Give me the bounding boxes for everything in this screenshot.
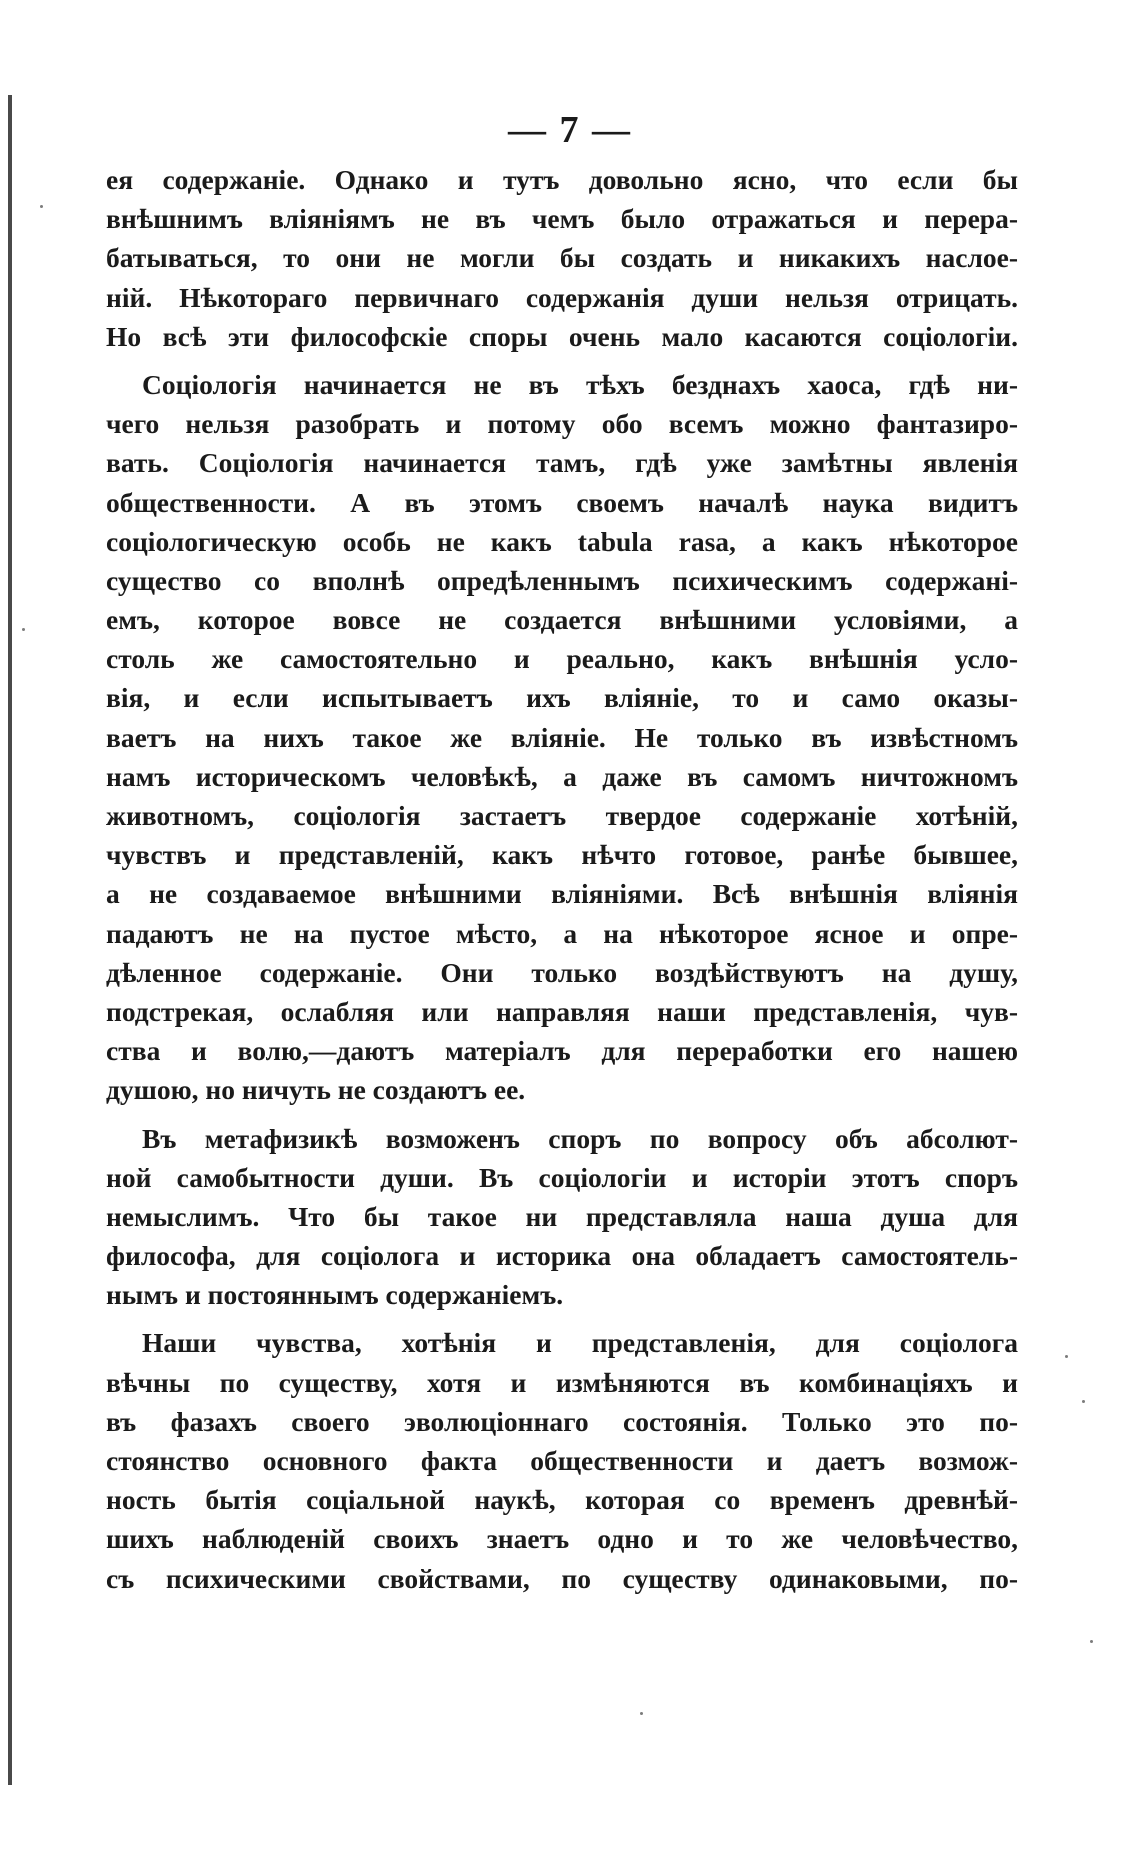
text-line: Соціологія начинается не въ тѣхъ безднахъ хаоса, гдѣ ни- bbox=[142, 368, 1018, 400]
text-line: дѣленное содержаніе. Они только воздѣйствуютъ на душу, bbox=[106, 956, 1018, 988]
paragraph bbox=[106, 365, 1018, 1110]
text-line: Въ метафизикѣ возможенъ споръ по вопросу объ абсолют- bbox=[142, 1122, 1018, 1154]
scan-speck bbox=[640, 1712, 643, 1715]
text-line: немыслимъ. Что бы такое ни представляла наша душа для bbox=[106, 1200, 1018, 1232]
text-line: общественности. А въ этомъ своемъ началѣ наука видитъ bbox=[106, 486, 1018, 518]
text-line: ства и волю,—даютъ матеріалъ для переработки его нашею bbox=[106, 1035, 1018, 1067]
text-line: вѣчны по существу, хотя и измѣняются въ комбинаціяхъ и bbox=[106, 1366, 1018, 1398]
text-line: животномъ, соціологія застаетъ твердое содержаніе хотѣній, bbox=[106, 800, 1018, 831]
text-line: ея содержаніе. Однако и тутъ довольно ясно, что если бы bbox=[106, 164, 1018, 195]
scan-speck bbox=[22, 628, 25, 631]
text-line: ній. Нѣкотораго первичнаго содержанія души нельзя отрицать. bbox=[106, 281, 1018, 313]
text-line: Наши чувства, хотѣнія и представленія, для соціолога bbox=[142, 1327, 1018, 1359]
text-line: столь же самостоятельно и реально, какъ внѣшнія усло- bbox=[106, 643, 1018, 675]
text-line: а не создаваемое внѣшними вліяніями. Всѣ внѣшнія вліянія bbox=[106, 878, 1018, 910]
text-line: философа, для соціолога и историка она обладаетъ самостоятель- bbox=[106, 1240, 1018, 1272]
text-line: чувствъ и представленій, какъ нѣчто готовое, ранѣе бывшее, bbox=[106, 839, 1018, 871]
text-line: ваетъ на нихъ такое же вліяніе. Не только въ извѣстномъ bbox=[106, 721, 1018, 753]
text-line: Но всѣ эти философскіе споры очень мало касаются соціологіи. bbox=[106, 320, 1018, 352]
text-line: вать. Соціологія начинается тамъ, гдѣ уже замѣтны явленія bbox=[106, 447, 1018, 479]
text-line: подстрекая, ослабляя или направляя наши представленія, чув- bbox=[106, 995, 1018, 1027]
text-line: въ фазахъ своего эволюціоннаго состоянія. Только это по- bbox=[106, 1405, 1018, 1437]
text-line: емъ, которое вовсе не создается внѣшними условіями, а bbox=[106, 604, 1018, 636]
page-edge-rule bbox=[8, 95, 12, 1785]
text-line: съ психическими свойствами, по существу одинаковыми, по- bbox=[106, 1562, 1018, 1594]
paragraph bbox=[106, 160, 1018, 356]
text-line: намъ историческомъ человѣкѣ, а даже въ самомъ ничтожномъ bbox=[106, 760, 1018, 792]
text-line: нымъ и постояннымъ содержаніемъ. bbox=[106, 1279, 564, 1311]
text-line: соціологическую особь не какъ tabula rasa, а какъ нѣкоторое bbox=[106, 525, 1018, 557]
scan-speck bbox=[1065, 1355, 1068, 1358]
text-line: батываться, то они не могли бы создать и никакихъ наслое- bbox=[106, 242, 1018, 274]
scan-speck bbox=[1090, 1640, 1093, 1643]
text-line: душою, но ничуть не создаютъ ее. bbox=[106, 1074, 526, 1106]
page-number: — 7 — bbox=[508, 109, 632, 151]
paragraph bbox=[106, 1323, 1018, 1597]
scan-speck bbox=[40, 205, 43, 208]
body-text bbox=[106, 160, 1018, 1598]
text-line: ность бытія соціальной наукѣ, которая со временъ древнѣй- bbox=[106, 1484, 1018, 1516]
text-line: существо со вполнѣ опредѣленнымъ психическимъ содержані- bbox=[106, 564, 1018, 596]
text-line: чего нельзя разобрать и потому обо всемъ можно фантазиро- bbox=[106, 408, 1018, 440]
text-line: ной самобытности души. Въ соціологіи и исторіи этотъ споръ bbox=[106, 1161, 1018, 1193]
paragraph bbox=[106, 1119, 1018, 1315]
text-line: шихъ наблюденій своихъ знаетъ одно и то же человѣчество, bbox=[106, 1523, 1018, 1555]
text-line: стоянство основного факта общественности и даетъ возмож- bbox=[106, 1445, 1018, 1476]
text-line: падаютъ не на пустое мѣсто, а на нѣкоторое ясное и опре- bbox=[106, 917, 1018, 949]
text-line: внѣшнимъ вліяніямъ не въ чемъ было отражаться и перера- bbox=[106, 203, 1018, 235]
text-line: вія, и если испытываетъ ихъ вліяніе, то и само оказы- bbox=[106, 682, 1018, 714]
scan-speck bbox=[1082, 1400, 1085, 1403]
